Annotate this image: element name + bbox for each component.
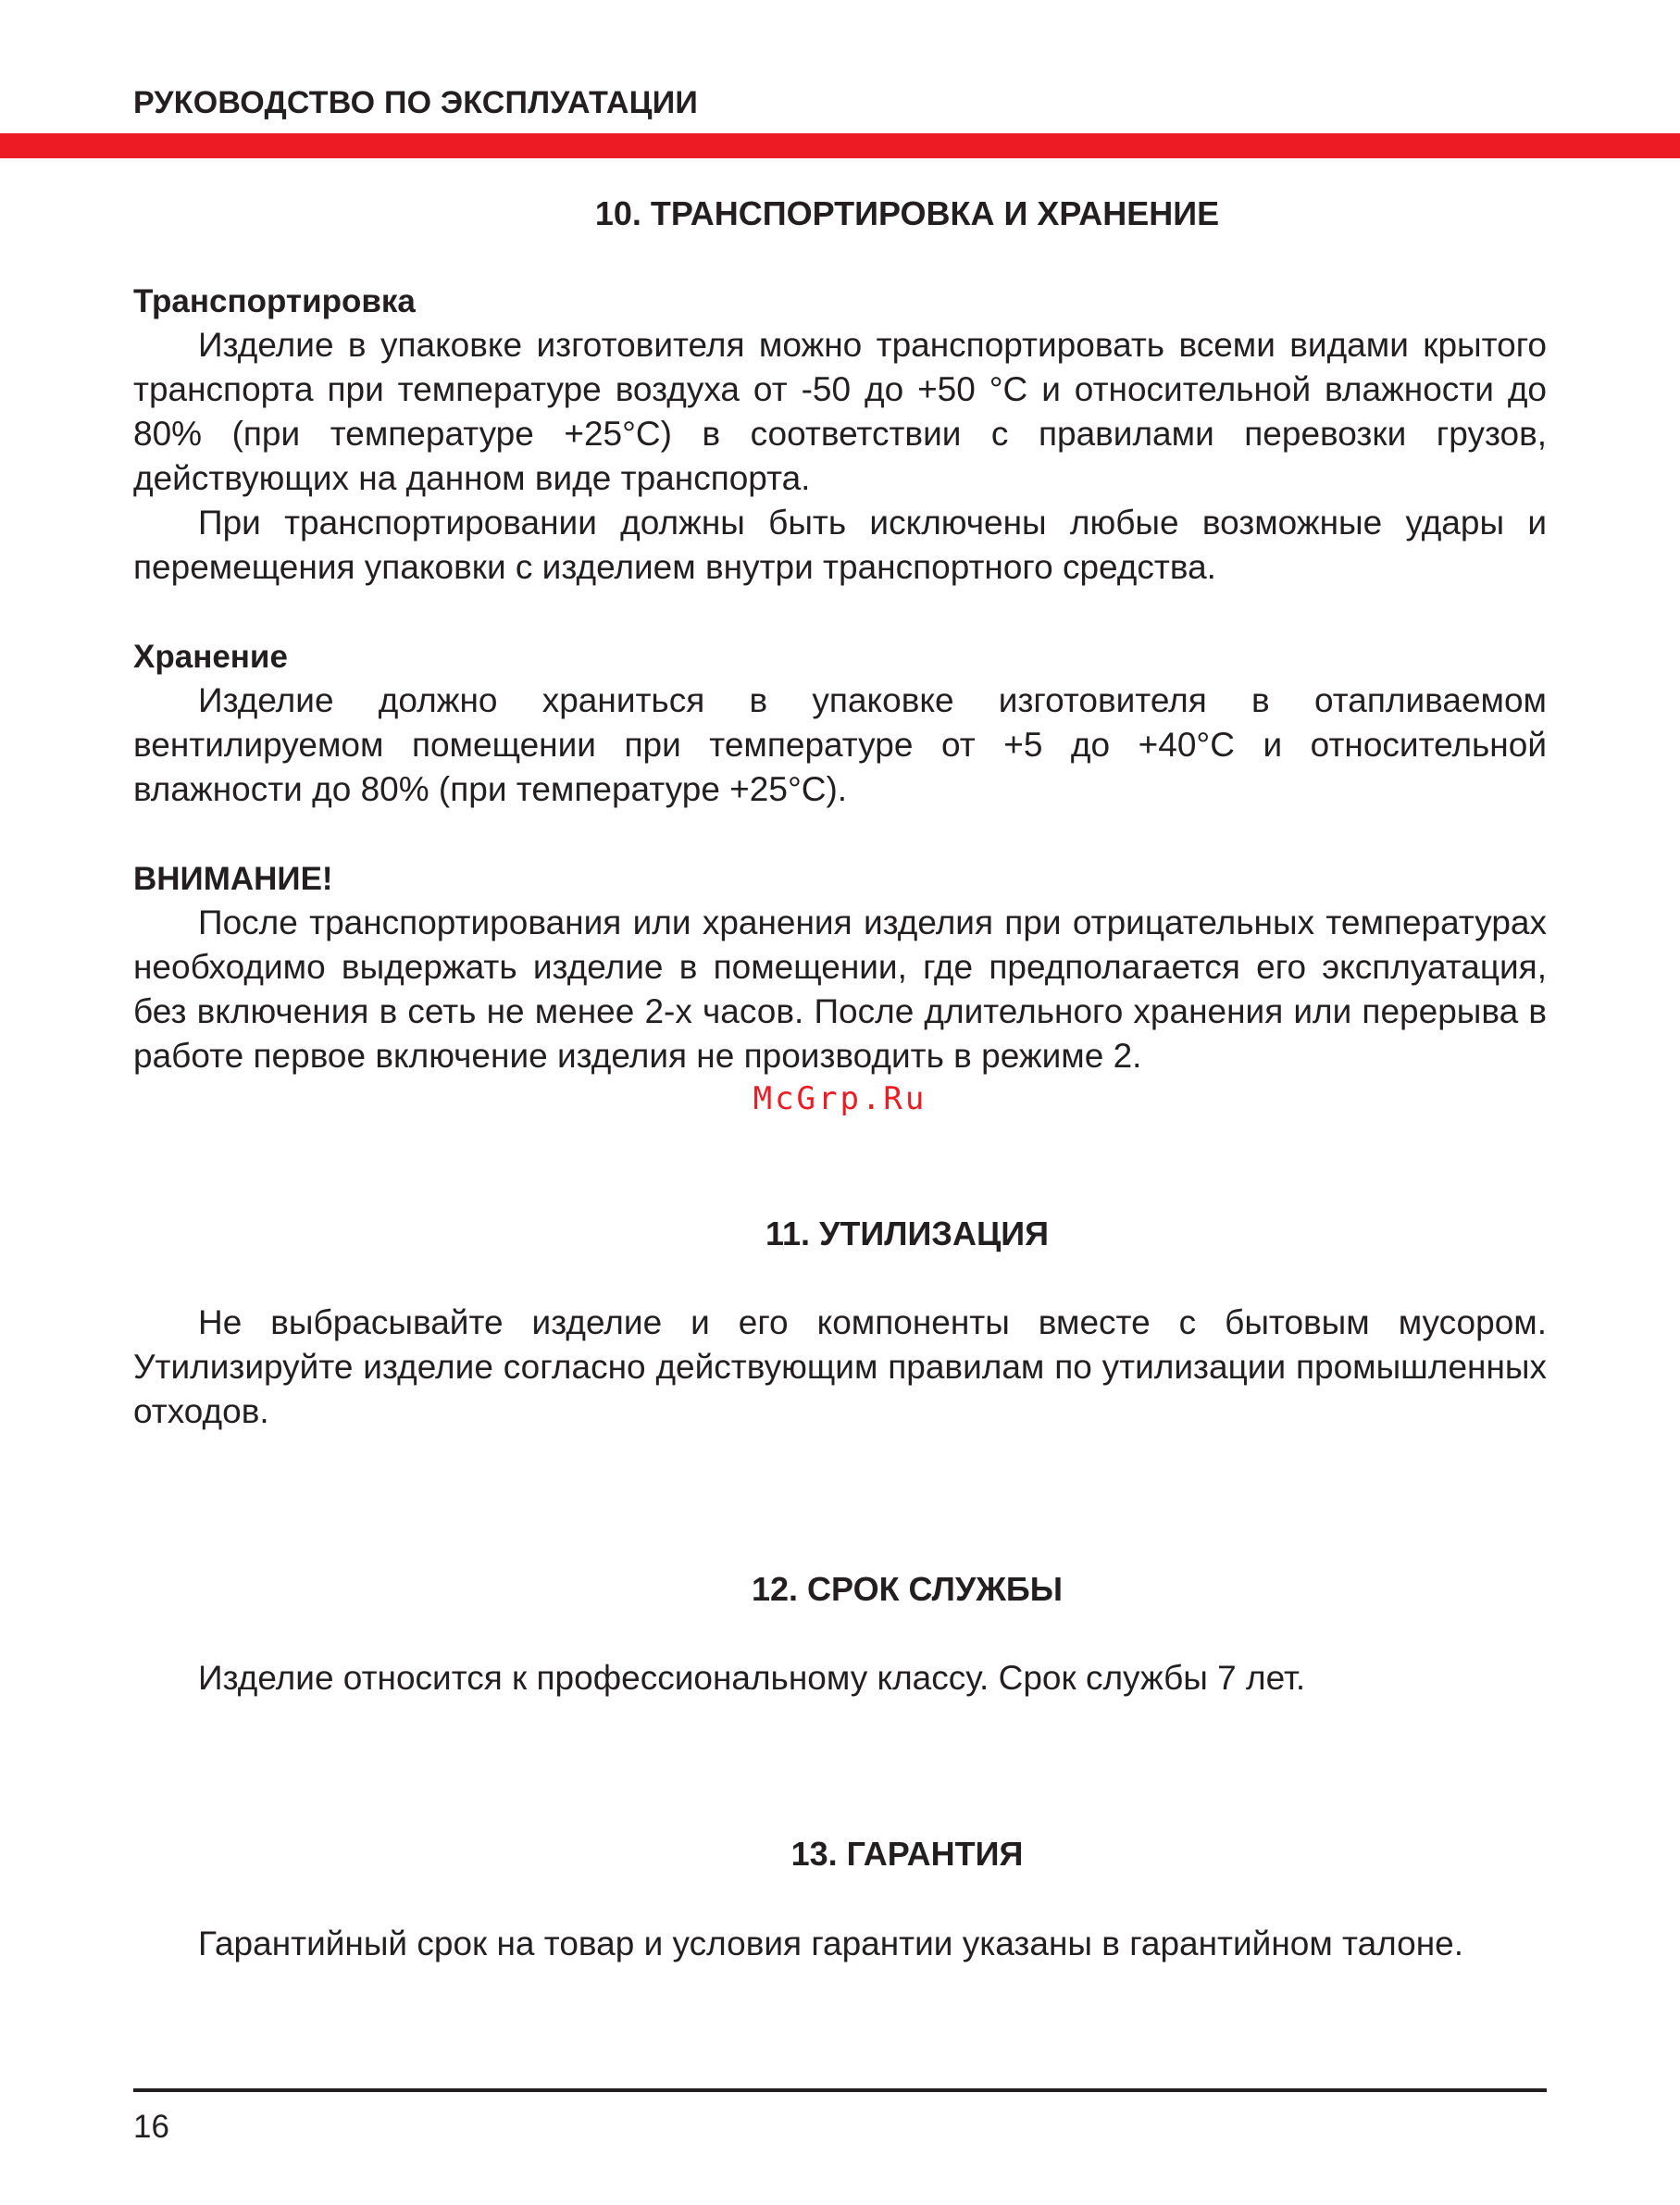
service-life-paragraph: Изделие относится к профессиональному классу. Срок службы 7 лет. [198,1659,1306,1697]
section-13-title: 13. ГАРАНТИЯ [790,1835,1024,1873]
disposal-paragraph: Не выбрасывайте изделие и его компоненты вместе с бытовым мусором. Утилизируйте изделие согласно действующим правилам по утилизации промышленных отходов. [133,1303,1547,1430]
header-red-bar [0,133,1680,158]
transport-paragraph-1: Изделие в упаковке изготовителя можно транспортировать всеми видами крытого транспорта при температуре воздуха от -50 до +50 °С и относительной влажности до 80% (при температуре +25°С) в соответствии с правилами перевозки грузов, действующих на данном виде транспорта. [133,326,1547,497]
warranty-paragraph: Гарантийный срок на товар и условия гарантии указаны в гарантийном талоне. [198,1925,1464,1962]
storage-paragraph: Изделие должно храниться в упаковке изготовителя в отапливаемом вентилируемом помещении при температуре от +5 до +40°С и относительной влажности до 80% (при температуре +25°С). [133,681,1547,808]
storage-subheading: Хранение [133,639,288,675]
transport-paragraph-2: При транспортировании должны быть исключены любые возможные удары и перемещения упаковки с изделием внутри транспортного средства. [133,504,1547,586]
section-11-title: 11. УТИЛИЗАЦИЯ [765,1215,1050,1252]
warning-subheading: ВНИМАНИЕ! [133,861,333,897]
watermark: McGrp.Ru [753,1080,927,1117]
section-12-title: 12. СРОК СЛУЖБЫ [752,1570,1063,1608]
running-header: РУКОВОДСТВО ПО ЭКСПЛУАТАЦИИ [133,85,698,120]
footer-rule [133,2088,1547,2092]
page-number: 16 [133,2109,169,2145]
transport-subheading: Транспортировка [133,283,416,319]
warning-paragraph: После транспортирования или хранения изделия при отрицательных температурах необходимо выдержать изделие в помещении, где предполагается его эксплуатация, без включения в сеть не менее 2-х часов. После длительного хранения или перерыва в работе первое включение изделия не производить в режиме 2. [133,903,1547,1075]
section-10-title: 10. ТРАНСПОРТИРОВКА И ХРАНЕНИЕ [594,194,1220,232]
